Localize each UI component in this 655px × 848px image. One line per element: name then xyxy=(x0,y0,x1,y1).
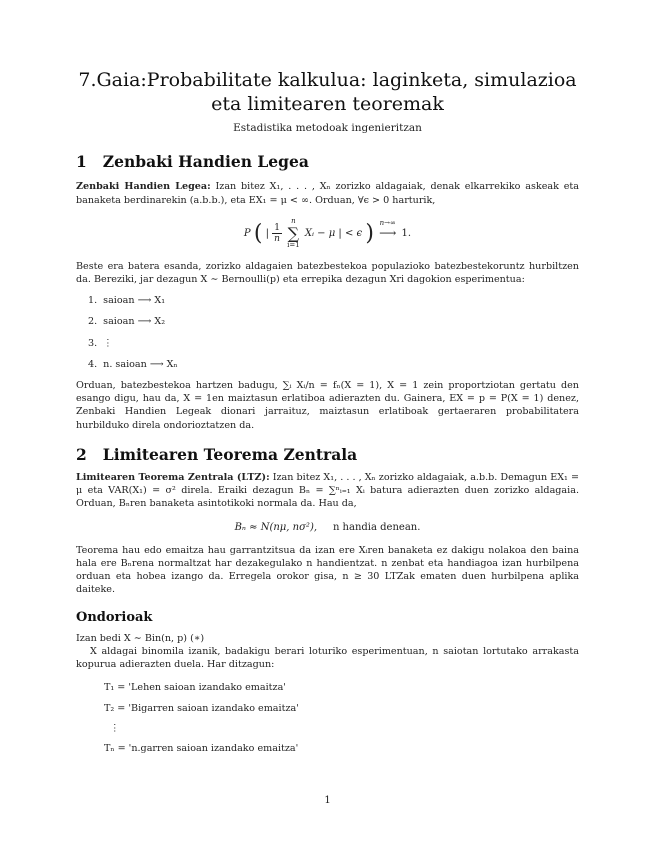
document-subtitle: Estadistika metodoak ingenieritzan xyxy=(233,122,422,134)
body-paragraph: Beste era batera esanda, zorizko aldagaien batezbestekoa populazioko batezbestekoruntz hurbiltzen da. Bereziki, jar dezagun X ∼ Bernoulli(p) eta errepika dezagun Xri dagokion esperimentua: xyxy=(76,260,579,286)
outcome-list xyxy=(76,681,579,755)
fraction: $\frac{1}{n}$ xyxy=(274,222,280,244)
body-line: Izan bedi X ∼ Bin(n, p) (∗) xyxy=(76,632,205,644)
subsection-ondorioak xyxy=(76,611,579,756)
section-1 xyxy=(76,152,579,432)
section-title: Zenbaki Handien Legea xyxy=(102,152,309,172)
page-number: 1 xyxy=(324,795,331,806)
section-heading xyxy=(76,152,579,172)
definition-label: Zenbaki Handien Legea: xyxy=(76,181,211,193)
summation: n ∑ i=1 xyxy=(287,216,300,249)
list-item: 4. n. saioan ⟶ Xₙ xyxy=(88,358,178,370)
definition-text: Izan bitez X₁, . . . , Xₙ zorizko aldagaiak, a.b.b. Demagun EX₁ = μ eta VAR(X₁) = σ² direla. Eraiki dezagun Bₙ = ∑ⁿᵢ₌₁ Xᵢ batura adierazten duen zorizko aldagaia. Orduan, Bₙren banaketa asintotikoki normala da. Hau da, xyxy=(76,472,579,510)
definition-paragraph xyxy=(76,180,579,206)
list-item: 3. ⋮ xyxy=(88,337,113,349)
body-paragraph: X aldagai binomila izanik, badakigu berari loturiko esperimentuan, n saiotan lortutako arrakasta kopurua adierazten duela. Har ditzagun: xyxy=(76,646,579,671)
list-item: ⋮ xyxy=(110,722,120,734)
display-formula: P ( | $\frac{1}{n}$ n ∑ i=1 Xᵢ − μ | < ϵ ) n→∞ ⟶ 1. xyxy=(243,216,412,249)
section-number: 2 xyxy=(76,444,87,464)
definition-label: Limitearen Teorema Zentrala (LTZ): xyxy=(76,472,270,484)
display-formula: Bₙ ≈ N(nμ, nσ²), n handia denean. xyxy=(234,521,421,533)
definition-paragraph xyxy=(76,471,579,511)
definition-text: Izan bitez X₁, . . . , Xₙ zorizko aldagaiak, denak elkarrekiko askeak eta banaketa berdinarekin (a.b.b.), eta EX₁ = μ < ∞. Orduan, ∀ϵ > 0 harturik, xyxy=(76,181,579,206)
enumerated-list xyxy=(76,294,579,371)
section-heading xyxy=(76,444,579,464)
body-paragraph: Teorema hau edo emaitza hau garrantzitsua da izan ere Xᵢren banaketa ez dakigu nolakoa den baina hala ere Bₙrena normaltzat har dezakegulako n handientzat. n zenbat eta handiagoa izan hurbilpena orduan eta hobea izango da. Erregela orokor gisa, n ≥ 30 LTZak ematen duen hurbilpena aplika daiteke. xyxy=(76,544,579,596)
section-title: Limitearen Teorema Zentrala xyxy=(102,444,358,464)
list-item: 1. saioan ⟶ X₁ xyxy=(88,295,166,307)
section-2 xyxy=(76,444,579,597)
subsection-title: Ondorioak xyxy=(76,609,153,625)
body-paragraph: Orduan, batezbestekoa hartzen badugu, ∑ᵢ Xᵢ/n = fₙ(X = 1), X = 1 zein proportziotan gertatu den esango digu, hau da, X = 1en maiztasun erlatiboa adierazten du. Gainera, EX = p = P(X = 1) denez, Zenbaki Handien Legeak dionari jarraituz, maiztasun erlatiboak gertaeraren probabilitatera hurbilduko direla ondorioztatzen da. xyxy=(76,380,579,431)
list-item: Tₙ = 'n.garren saioan izandako emaitza' xyxy=(104,743,299,755)
document-title: 7.Gaia:Probabilitate kalkulua: laginketa, simulazioa eta limitearen teoremak xyxy=(78,69,577,115)
section-number: 1 xyxy=(76,152,87,172)
list-item: T₂ = 'Bigarren saioan izandako emaitza' xyxy=(104,702,299,714)
limit-arrow: n→∞ ⟶ xyxy=(379,219,397,241)
list-item: T₁ = 'Lehen saioan izandako emaitza' xyxy=(104,682,286,694)
list-item: 2. saioan ⟶ X₂ xyxy=(88,316,166,328)
